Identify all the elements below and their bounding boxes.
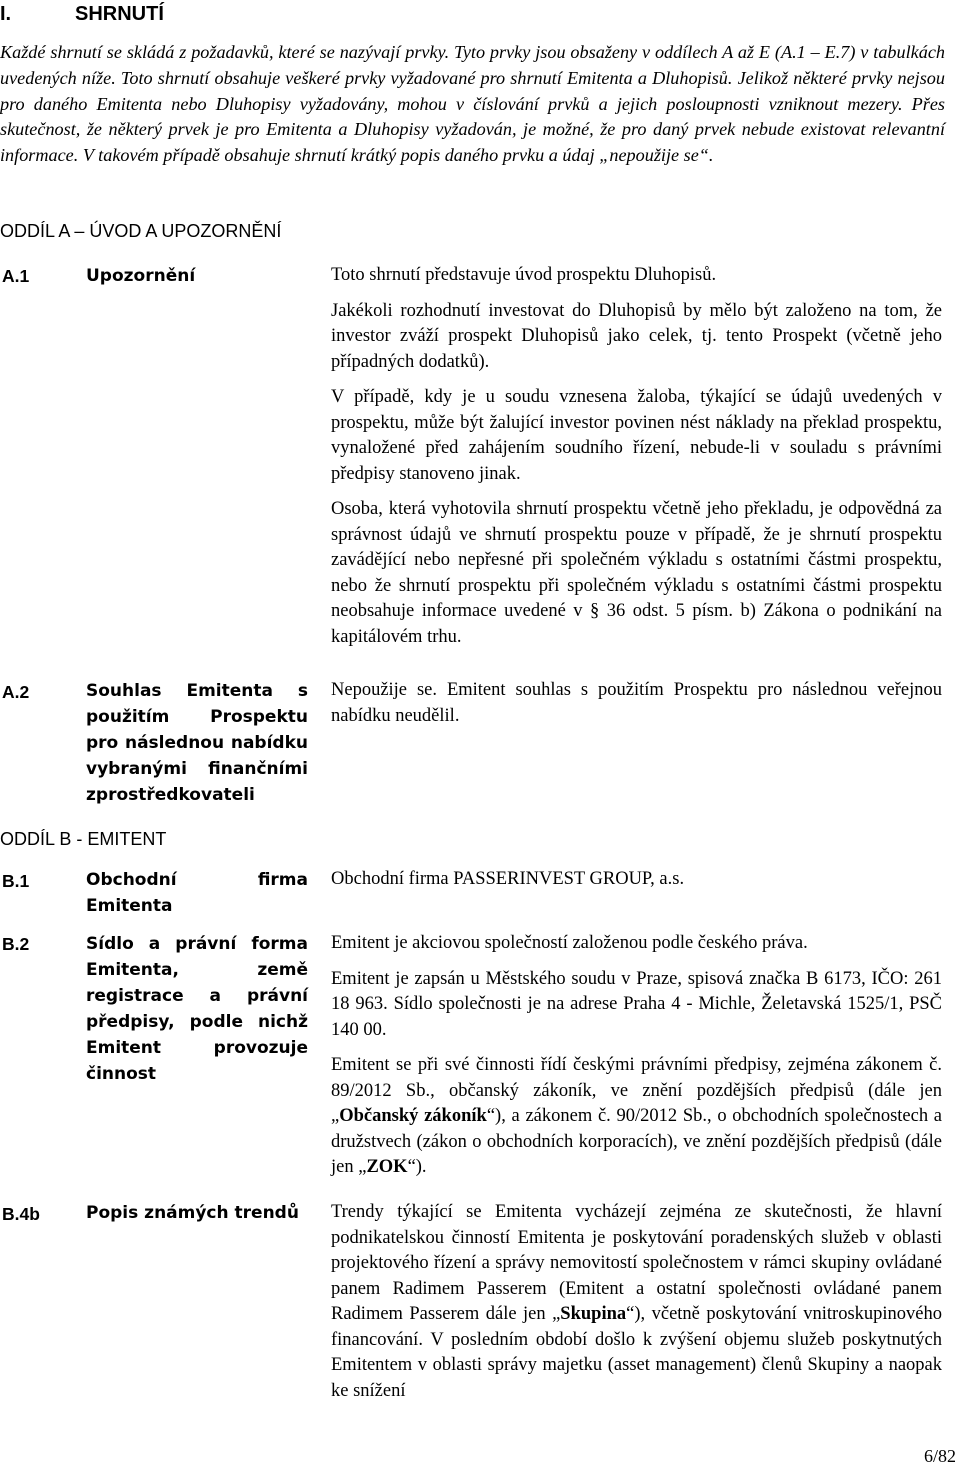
row-a2-body xyxy=(331,678,942,739)
row-a2-code: A.2 xyxy=(2,682,30,702)
paragraph: Osoba, která vyhotovila shrnutí prospektu včetně jeho překladu, je odpovědná za správnost údajů ve shrnutí prospektu pouze v případě, že je shrnutí prospektu zavádějící nebo nepřesné při společném výkladu s ostatními částmi prospektu, nebo že shrnutí prospektu při společném výkladu s ostatními částmi prospektu neobsahuje informace uvedené v § 36 odst. 5 písm. b) Zákona o podnikání na kapitálovém trhu. xyxy=(331,499,942,647)
section-title: SHRNUTÍ xyxy=(75,3,164,25)
row-b4b-label: Popis známých trendů xyxy=(86,1203,299,1223)
page-number: 6/82 xyxy=(923,1445,956,1466)
defined-term: Skupina xyxy=(560,1304,627,1324)
row-a1-code: A.1 xyxy=(2,266,30,286)
paragraph: Emitent je akciovou společností založenou podle českého práva. xyxy=(331,933,808,953)
row-b4b-code: B.4b xyxy=(2,1204,40,1224)
paragraph: V případě, kdy je u soudu vznesena žaloba, týkající se údajů uvedených v prospektu, může být žalující investor povinen nést náklady na překlad prospektu, vynaložené před zahájením soudního řízení, nebude-li v souladu s právními předpisy stanoveno jinak. xyxy=(331,387,942,484)
section-b-title: ODDÍL B - EMITENT xyxy=(0,829,167,849)
row-b4b-body xyxy=(331,1200,942,1414)
paragraph: Emitent je zapsán u Městského soudu v Praze, spisová značka B 6173, IČO: 261 18 963. Sídlo společnosti je na adrese Praha 4 - Michle, Želetavská 1525/1, PSČ 140 00. xyxy=(331,968,942,1040)
row-b2-label: Sídlo a právní forma Emitenta, země registrace a právní předpisy, podle nichž Emitent provozuje činnost xyxy=(86,934,308,1084)
row-b2-code: B.2 xyxy=(2,934,30,954)
row-a1-body xyxy=(331,263,942,660)
paragraph: Toto shrnutí představuje úvod prospektu Dluhopisů. xyxy=(331,265,717,285)
paragraph: Nepoužije se. Emitent souhlas s použitím Prospektu pro následnou veřejnou nabídku neudělil. xyxy=(331,680,942,726)
row-b1-body xyxy=(331,867,942,903)
paragraph: Obchodní firma PASSERINVEST GROUP, a.s. xyxy=(331,869,685,889)
row-b2-body xyxy=(331,931,942,1191)
text-run: “), a zákonem č. 90/2012 Sb., o obchodních společnostech a družstvech (zákon o obchodních korporacích), ve znění pozdějších předpisů (dále jen „ xyxy=(331,1106,943,1177)
defined-term: Občanský zákoník xyxy=(339,1106,487,1126)
text-run: “), včetně poskytování vnitroskupinového financování. V posledním období došlo k zvýšení objemu služeb poskytnutých Emitentem v oblasti správy majetku (asset management) členů Skupiny a naopak ke snížení xyxy=(331,1304,942,1401)
row-b1-label: Obchodní firma Emitenta xyxy=(86,870,308,916)
paragraph xyxy=(331,1200,942,1404)
intro-text: Každé shrnutí se skládá z požadavků, které se nazývají prvky. Tyto prvky jsou obsaženy v oddílech A až E (A.1 – E.7) v tabulkách uvedených níže. Toto shrnutí obsahuje veškeré prvky vyžadované pro shrnutí Emitenta a Dluhopisů. Jelikož některé prvky nejsou pro daného Emitenta nebo Dluhopisy vyžadovány, mohou v číslování prvků a jejich posloupnosti vzniknout mezery. Přes skutečnost, že některý prvek je pro Emitenta a Dluhopisy vyžadován, je možné, že pro daný prvek nebude existovat relevantní informace. V takovém případě obsahuje shrnutí krátký popis daného prvku a údaj „nepoužije se“. xyxy=(0,42,945,166)
row-a1-label: Upozornění xyxy=(86,266,196,286)
text-run: Emitent se při své činnosti řídí českými právními předpisy, zejména zákonem č. 89/2012 Sb., občanský zákoník, ve znění pozdějších předpisů (dále jen „ xyxy=(331,1055,942,1126)
paragraph xyxy=(331,1053,942,1181)
paragraph: Jakékoli rozhodnutí investovat do Dluhopisů by mělo být založeno na tom, že investor zváží prospekt Dluhopisů jako celek, tj. tento Prospekt (včetně jeho případných dodatků). xyxy=(331,300,942,372)
intro-paragraph xyxy=(0,40,945,169)
row-a2-label: Souhlas Emitenta s použitím Prospektu pro následnou nabídku vybranými finančními zprostředkovateli xyxy=(86,681,308,805)
text-run: Trendy týkající se Emitenta vycházejí zejména ze skutečnosti, že hlavní podnikatelskou činností Emitenta je poskytování poradenských služeb v oblasti projektového řízení a správy nemovitostí společnostem v rámci skupiny ovládané panem Radimem Passerem (Emitent a ostatní společnosti ovládané panem Radimem Passerem dále jen „ xyxy=(331,1202,942,1324)
section-a-title: ODDÍL A – ÚVOD A UPOZORNĚNÍ xyxy=(0,221,282,241)
section-number: I. xyxy=(0,3,12,25)
text-run: “). xyxy=(407,1157,427,1177)
row-b1-code: B.1 xyxy=(2,871,30,891)
defined-term: ZOK xyxy=(366,1157,408,1177)
